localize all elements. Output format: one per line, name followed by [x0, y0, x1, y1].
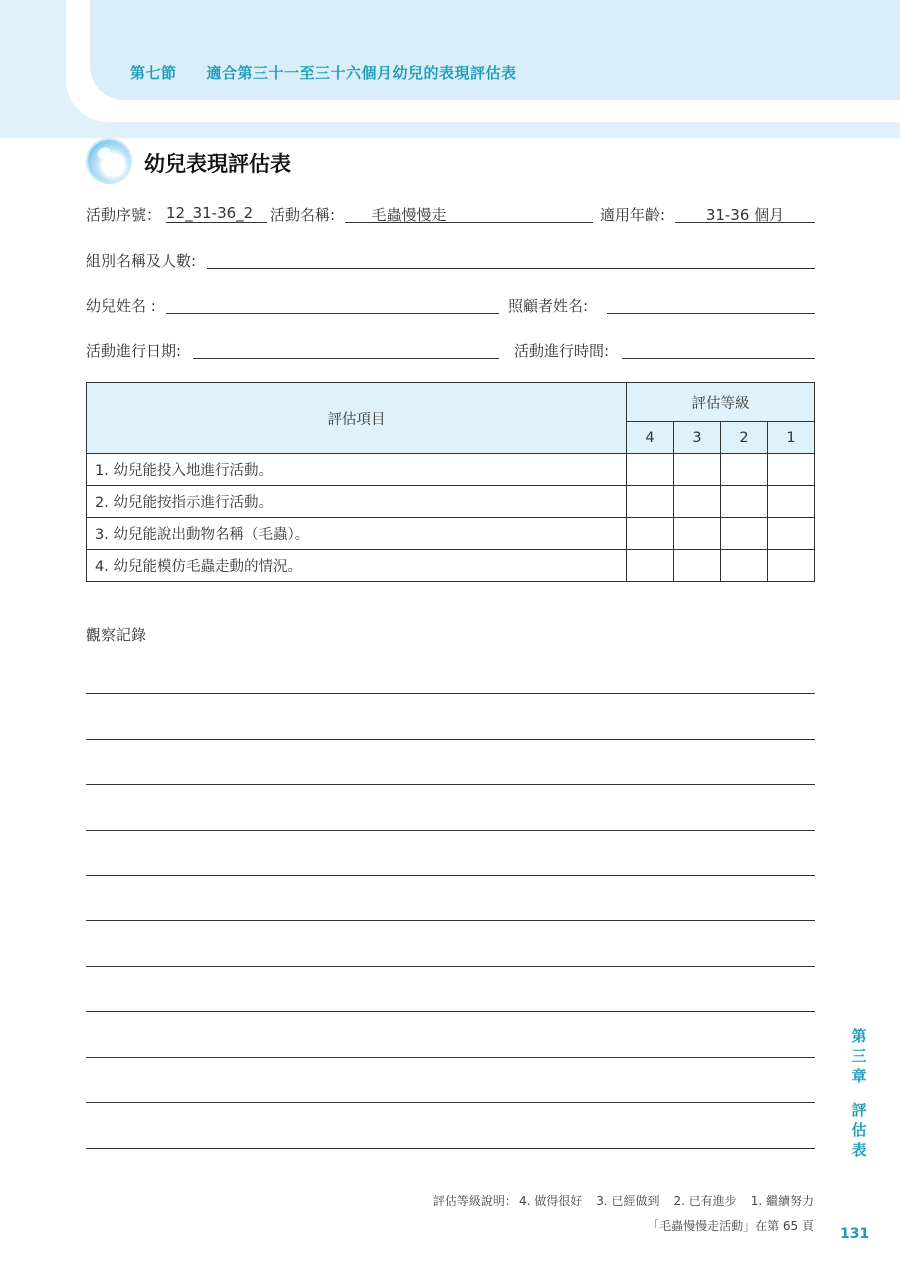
time-label: 活動進行時間:	[514, 342, 610, 360]
grade-cell[interactable]	[768, 518, 815, 550]
legend-grade-2: 2. 已有進步	[673, 1194, 737, 1208]
group-label: 組別名稱及人數:	[86, 252, 197, 270]
observation-line[interactable]	[86, 1011, 815, 1012]
grade-2-header: 2	[721, 422, 768, 454]
item-header: 評估項目	[87, 383, 627, 454]
age-label: 適用年齡:	[600, 206, 666, 224]
table-row	[87, 550, 815, 582]
observation-line[interactable]	[86, 739, 815, 740]
observation-line[interactable]	[86, 1148, 815, 1149]
grade-cell[interactable]	[627, 550, 674, 582]
table-row	[87, 454, 815, 486]
bubble-icon	[88, 140, 130, 182]
age-field[interactable]: 31-36 個月	[675, 204, 815, 223]
observation-line[interactable]	[86, 784, 815, 785]
grade-cell[interactable]	[721, 454, 768, 486]
grade-cell[interactable]	[674, 550, 721, 582]
item-text: 2. 幼兒能按指示進行活動。	[87, 486, 627, 518]
date-field[interactable]	[193, 340, 499, 359]
observation-label: 觀察記錄	[86, 626, 147, 644]
grade-cell[interactable]	[768, 486, 815, 518]
grade-cell[interactable]	[627, 486, 674, 518]
grade-cell[interactable]	[674, 518, 721, 550]
carer-name-field[interactable]	[607, 295, 815, 314]
table-row	[87, 518, 815, 550]
grade-cell[interactable]	[627, 518, 674, 550]
observation-line[interactable]	[86, 1102, 815, 1103]
grade-cell[interactable]	[721, 550, 768, 582]
legend-grade-4: 4. 做得很好	[518, 1194, 583, 1208]
serial-label: 活動序號：	[86, 206, 162, 224]
observation-line[interactable]	[86, 875, 815, 876]
side-tab	[848, 1026, 870, 1160]
group-field[interactable]	[207, 250, 815, 269]
child-name-field[interactable]	[166, 295, 499, 314]
grade-cell[interactable]	[627, 454, 674, 486]
observation-line[interactable]	[86, 966, 815, 967]
grade-legend	[433, 1192, 814, 1209]
date-label: 活動進行日期:	[86, 342, 182, 360]
item-text: 1. 幼兒能投入地進行活動。	[87, 454, 627, 486]
grade-4-header: 4	[627, 422, 674, 454]
grade-cell[interactable]	[721, 518, 768, 550]
grade-cell[interactable]	[721, 486, 768, 518]
legend-grade-3: 3. 已經做到	[596, 1194, 660, 1208]
grade-1-header: 1	[768, 422, 815, 454]
form-title: 幼兒表現評估表	[144, 152, 291, 176]
observation-line[interactable]	[86, 1057, 815, 1058]
grade-header: 評估等級	[627, 383, 815, 422]
section-title: 適合第三十一至三十六個月幼兒的表現評估表	[206, 64, 517, 82]
section-number: 第七節	[130, 64, 177, 82]
table-row	[87, 486, 815, 518]
observation-line[interactable]	[86, 920, 815, 921]
grade-cell[interactable]	[674, 486, 721, 518]
observation-line[interactable]	[86, 693, 815, 694]
side-section: 評 估 表	[851, 1101, 867, 1159]
activity-value: 毛蟲慢慢走	[371, 206, 447, 224]
item-text: 3. 幼兒能說出動物名稱（毛蟲）。	[87, 518, 627, 550]
page-reference: 「毛蟲慢慢走活動」在第 65 頁	[647, 1219, 814, 1233]
activity-label: 活動名稱:	[270, 206, 336, 224]
carer-name-label: 照顧者姓名:	[508, 297, 589, 315]
grade-cell[interactable]	[768, 550, 815, 582]
grade-cell[interactable]	[768, 454, 815, 486]
serial-field[interactable]: 12_31-36_2	[166, 204, 267, 223]
child-name-label: 幼兒姓名 :	[86, 297, 156, 315]
page-number: 131	[840, 1226, 870, 1242]
activity-field[interactable]	[345, 204, 593, 223]
grade-cell[interactable]	[674, 454, 721, 486]
evaluation-table	[86, 382, 815, 582]
grade-3-header: 3	[674, 422, 721, 454]
observation-line[interactable]	[86, 830, 815, 831]
time-field[interactable]	[622, 340, 815, 359]
side-chapter: 第 三 章	[851, 1027, 867, 1085]
legend-grade-1: 1. 繼續努力	[750, 1194, 814, 1208]
section-header	[130, 62, 517, 83]
legend-label: 評估等級說明：	[432, 1194, 517, 1208]
item-text: 4. 幼兒能模仿毛蟲走動的情況。	[87, 550, 627, 582]
header-inner	[90, 0, 900, 100]
